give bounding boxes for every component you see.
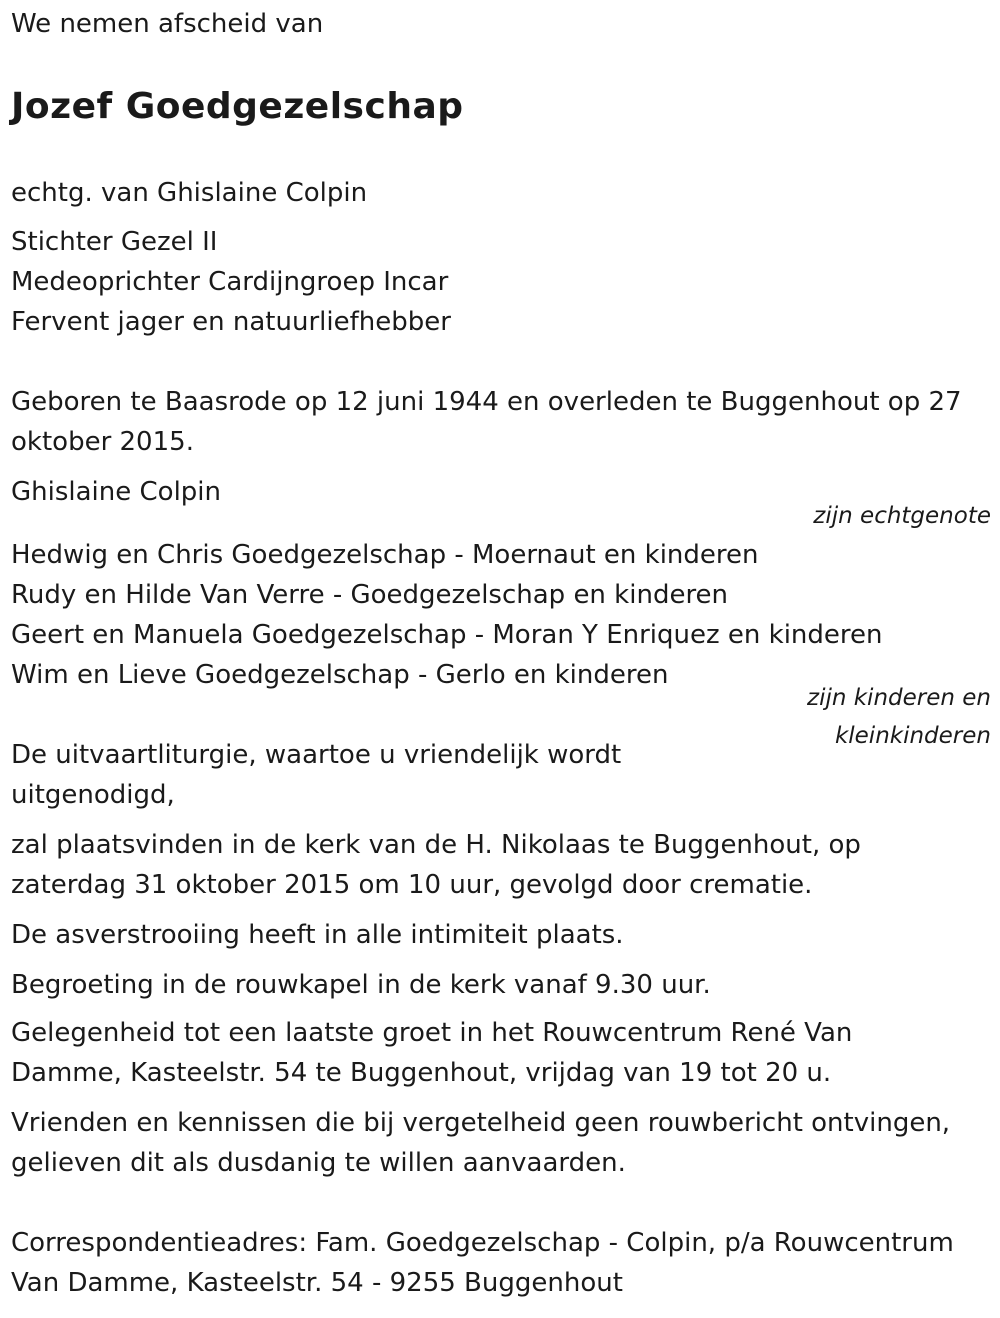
- roles-list: [11, 222, 451, 342]
- ashes-text: De asverstrooiing heeft in alle intimiteit plaats.: [11, 920, 624, 950]
- child-family-line: Wim en Lieve Goedgezelschap - Gerlo en kinderen: [11, 660, 669, 690]
- greeting-text: Begroeting in de rouwkapel in de kerk vanaf 9.30 uur.: [11, 970, 711, 1000]
- children-relation: [807, 679, 991, 755]
- child-family-line: Hedwig en Chris Goedgezelschap - Moernaut en kinderen: [11, 540, 759, 570]
- role-item: Medeoprichter Cardijngroep Incar: [11, 267, 449, 297]
- birth-death-text: Geboren te Baasrode op 12 juni 1944 en overleden te Buggenhout op 27 oktober 2015.: [11, 387, 962, 457]
- role-item: Stichter Gezel II: [11, 227, 218, 257]
- spouse-line: echtg. van Ghislaine Colpin: [11, 178, 368, 208]
- funeral-location: zal plaatsvinden in de kerk van de H. Nikolaas te Buggenhout, op zaterdag 31 oktober 2015 om 10 uur, gevolgd door crematie.: [11, 830, 861, 900]
- children-relation-line: zijn kinderen en: [807, 685, 991, 711]
- child-family-line: Rudy en Hilde Van Verre - Goedgezelschap en kinderen: [11, 580, 729, 610]
- viewing-text: Gelegenheid tot een laatste groet in het Rouwcentrum René Van Damme, Kasteelstr. 54 te Buggenhout, vrijdag van 19 tot 20 u.: [11, 1018, 853, 1088]
- child-family-line: Geert en Manuela Goedgezelschap - Moran Y Enriquez en kinderen: [11, 620, 883, 650]
- children-relation-line: kleinkinderen: [834, 723, 991, 749]
- correspondence-address: Correspondentieadres: Fam. Goedgezelschap - Colpin, p/a Rouwcentrum Van Damme, Kasteelstr. 54 - 9255 Buggenhout: [11, 1228, 954, 1298]
- spouse-relation: zijn echtgenote: [813, 503, 991, 529]
- intro-text: We nemen afscheid van: [11, 9, 324, 39]
- notice-text: Vrienden en kennissen die bij vergetelheid geen rouwbericht ontvingen, gelieven dit als dusdanig te willen aanvaarden.: [11, 1108, 951, 1178]
- role-item: Fervent jager en natuurliefhebber: [11, 307, 451, 337]
- funeral-invite: De uitvaartliturgie, waartoe u vriendelijk wordt uitgenodigd,: [11, 740, 622, 810]
- deceased-name: Jozef Goedgezelschap: [11, 86, 464, 127]
- spouse-name: Ghislaine Colpin: [11, 477, 222, 507]
- children-list: [11, 535, 883, 695]
